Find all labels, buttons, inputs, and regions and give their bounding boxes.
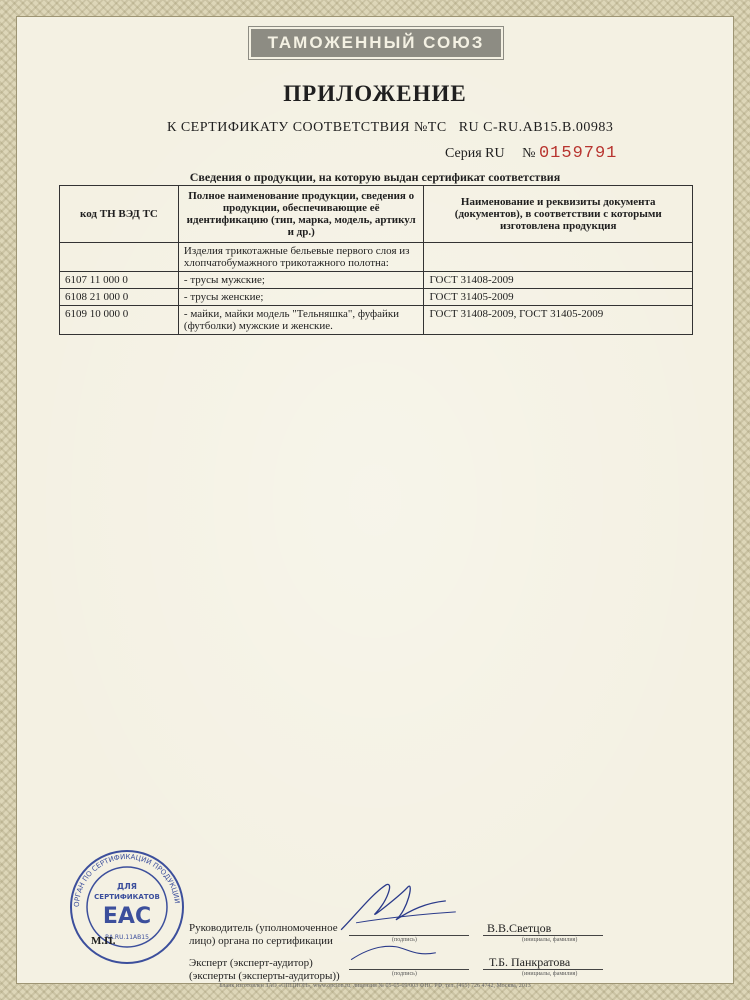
initials-line (483, 935, 603, 936)
cell-code: 6109 10 000 0 (60, 306, 179, 335)
cell-name: - трусы женские; (178, 289, 424, 306)
head-role-line1: Руководитель (уполномоченное (189, 922, 338, 934)
serial-label: № (522, 146, 536, 161)
expert-role-line2: (эксперты (эксперты-аудиторы)) (189, 970, 340, 982)
certificate-page (16, 16, 734, 989)
stamp-text-top: ДЛЯ (117, 882, 137, 891)
series-value: RU (485, 146, 505, 161)
initials-caption: (инициалы, фамилия) (522, 971, 578, 977)
signature-line (349, 969, 469, 970)
cell-doc: ГОСТ 31405-2009 (424, 289, 693, 306)
eac-mark-icon: EAC (102, 904, 152, 929)
cell-name: - майки, майки модель "Тельняшка", фуфайки (футболки) мужские и женские. (178, 306, 424, 335)
stamp-text-mid: СЕРТИФИКАТОВ (94, 893, 160, 901)
cell-doc: ГОСТ 31408-2009 (424, 272, 693, 289)
table-caption: Сведения о продукции, на которую выдан сертификат соответствия (189, 170, 561, 184)
seal-place-label: М.П. (91, 935, 116, 947)
customs-union-banner: ТАМОЖЕННЫЙ СОЮЗ (249, 27, 503, 59)
page-title: ПРИЛОЖЕНИЕ (283, 81, 467, 106)
serial-number: 0159791 (538, 144, 618, 163)
initials-line (483, 969, 603, 970)
expert-role-line1: Эксперт (эксперт-аудитор) (189, 957, 313, 969)
expert-name: Т.Б. Панкратова (489, 955, 571, 969)
cell-name: - трусы мужские; (178, 272, 424, 289)
col-header-code: код ТН ВЭД ТС (60, 186, 179, 243)
number-label: №ТС (413, 120, 447, 135)
initials-caption: (инициалы, фамилия) (522, 937, 578, 943)
signature-caption: (подпись) (392, 937, 417, 943)
blank-printer-note: Бланк изготовлен ЗАО «ОПЦИОН», www.opcion.ru, лицензия № 05-05-09/003 ФНС РФ, тел. (495) 726 4742, Москва, 2013 (219, 983, 531, 989)
cell-code: 6108 21 000 0 (60, 289, 179, 306)
stamp-reg: RA.RU.11АВ15 (105, 934, 149, 941)
cell-code: 6107 11 000 0 (60, 272, 179, 289)
certificate-number: RU C-RU.AB15.B.00983 (458, 120, 614, 135)
head-name: В.В.Светцов (487, 921, 552, 935)
signature-line (349, 935, 469, 936)
cell-doc: ГОСТ 31408-2009, ГОСТ 31405-2009 (424, 306, 693, 335)
col-header-name: Полное наименование продукции, сведения о продукции, обеспечивающие её идентификацию (тип, марка, модель, артикул и др.) (178, 186, 424, 243)
subtitle-prefix: К СЕРТИФИКАТУ СООТВЕТСТВИЯ (167, 120, 410, 135)
head-role-line2: лицо) органа по сертификации (189, 935, 333, 947)
cell-name: Изделия трикотажные бельевые первого слоя из хлопчатобумажного трикотажного полотна: (178, 243, 424, 272)
series-label: Серия (445, 146, 482, 161)
stamp-ring-text: ОРГАН ПО СЕРТИФИКАЦИИ ПРОДУКЦИИ (72, 852, 181, 908)
col-header-doc: Наименование и реквизиты документа (документов), в соответствии с которыми изготовлена продукция (424, 186, 693, 243)
handwritten-signatures (17, 17, 733, 983)
signature-caption: (подпись) (392, 971, 417, 977)
